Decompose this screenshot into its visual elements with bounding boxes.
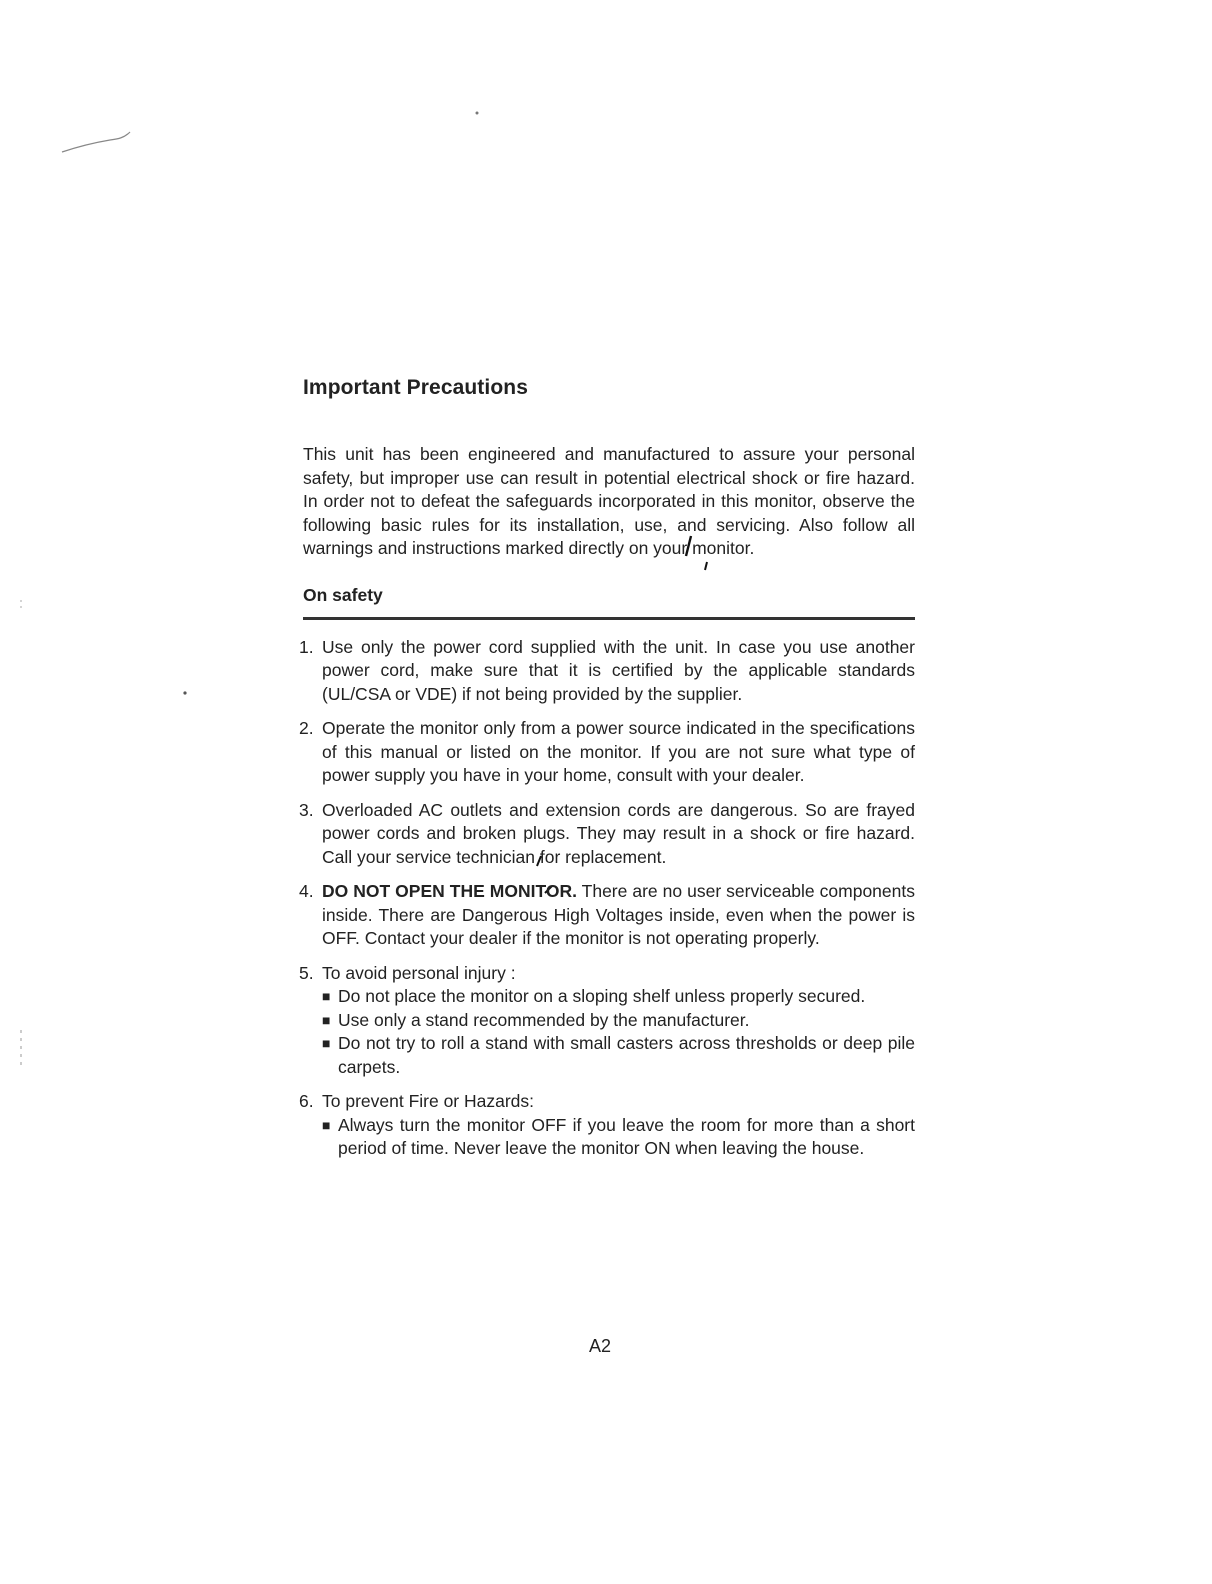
bullet-text: Do not try to roll a stand with small casters across thresholds or deep pile carpets. bbox=[338, 1033, 915, 1077]
rule-text: Overloaded AC outlets and extension cords are dangerous. So are frayed power cords and broken plugs. They may result in a shock or fire hazard. Call your service technician for replacement. bbox=[322, 799, 915, 867]
page-content bbox=[299, 376, 915, 1172]
page-number: A2 bbox=[589, 1336, 612, 1356]
bullet-square-icon: ■ bbox=[322, 1116, 331, 1133]
safety-rules-list bbox=[299, 636, 915, 1161]
rule-bullet-list bbox=[322, 985, 915, 1079]
rule-bullet-item bbox=[322, 985, 915, 1009]
rule-text: To prevent Fire or Hazards: bbox=[322, 1091, 535, 1111]
safety-rule-4 bbox=[299, 880, 915, 951]
rule-text: There are no user serviceable components inside. There are Dangerous High Voltages inside, even when the power is OFF. Contact your dealer if the monitor is not operating properly. bbox=[322, 881, 915, 948]
rule-text: Operate the monitor only from a power source indicated in the specifications of this manual or listed on the monitor. If you are not sure what type of power supply you have in your home, consult with your dealer. bbox=[322, 718, 915, 785]
rule-bullet-item bbox=[322, 1032, 915, 1079]
intro-paragraph: This unit has been engineered and manufactured to assure your personal safety, but improper use can result in potential electrical shock or fire hazard. In order not to defeat the safeguards incorporated in this monitor, observe the following basic rules for its installation, use, and servicing. Also follow all warnings and instructions marked directly on your monitor. bbox=[303, 444, 915, 558]
speck-mark bbox=[476, 112, 479, 115]
bullet-square-icon: ■ bbox=[322, 988, 331, 1004]
bullet-text: Do not place the monitor on a sloping shelf unless properly secured. bbox=[338, 986, 866, 1006]
rule-number: 5. bbox=[299, 962, 314, 983]
safety-rule-1 bbox=[299, 636, 915, 707]
rule-bullet-item bbox=[322, 1009, 915, 1033]
bullet-square-icon: ■ bbox=[322, 1011, 331, 1028]
rule-number: 6. bbox=[299, 1091, 314, 1111]
safety-rule-6 bbox=[299, 1090, 915, 1161]
speck-mark bbox=[183, 691, 186, 694]
rule-emphasis: DO NOT OPEN THE MONITOR. bbox=[322, 881, 577, 901]
rule-bullet-list bbox=[322, 1114, 915, 1161]
rule-number: 1. bbox=[299, 636, 314, 657]
rule-text: To avoid personal injury : bbox=[322, 962, 516, 983]
rule-number: 3. bbox=[299, 799, 314, 820]
rule-number: 4. bbox=[299, 881, 314, 901]
rule-text: Use only the power cord supplied with the unit. In case you use another power cord, make sure that it is certified by the applicable standards (UL/CSA or VDE) if not being provided by the supplier. bbox=[322, 636, 915, 704]
rule-number: 2. bbox=[299, 718, 314, 738]
page-title: Important Precautions bbox=[303, 376, 528, 399]
safety-rule-3 bbox=[299, 799, 915, 870]
pen-stroke-mark bbox=[62, 132, 130, 152]
safety-rule-5 bbox=[299, 962, 915, 1080]
safety-rule-2 bbox=[299, 717, 915, 788]
bullet-text: Always turn the monitor OFF if you leave the room for more than a short period of time. Never leave the monitor ON when leaving the house. bbox=[338, 1114, 915, 1158]
rule-bullet-item bbox=[322, 1114, 915, 1161]
section-title: On safety bbox=[303, 584, 383, 605]
bullet-text: Use only a stand recommended by the manufacturer. bbox=[338, 1009, 750, 1030]
bullet-square-icon: ■ bbox=[322, 1035, 331, 1051]
section-divider bbox=[303, 617, 915, 620]
